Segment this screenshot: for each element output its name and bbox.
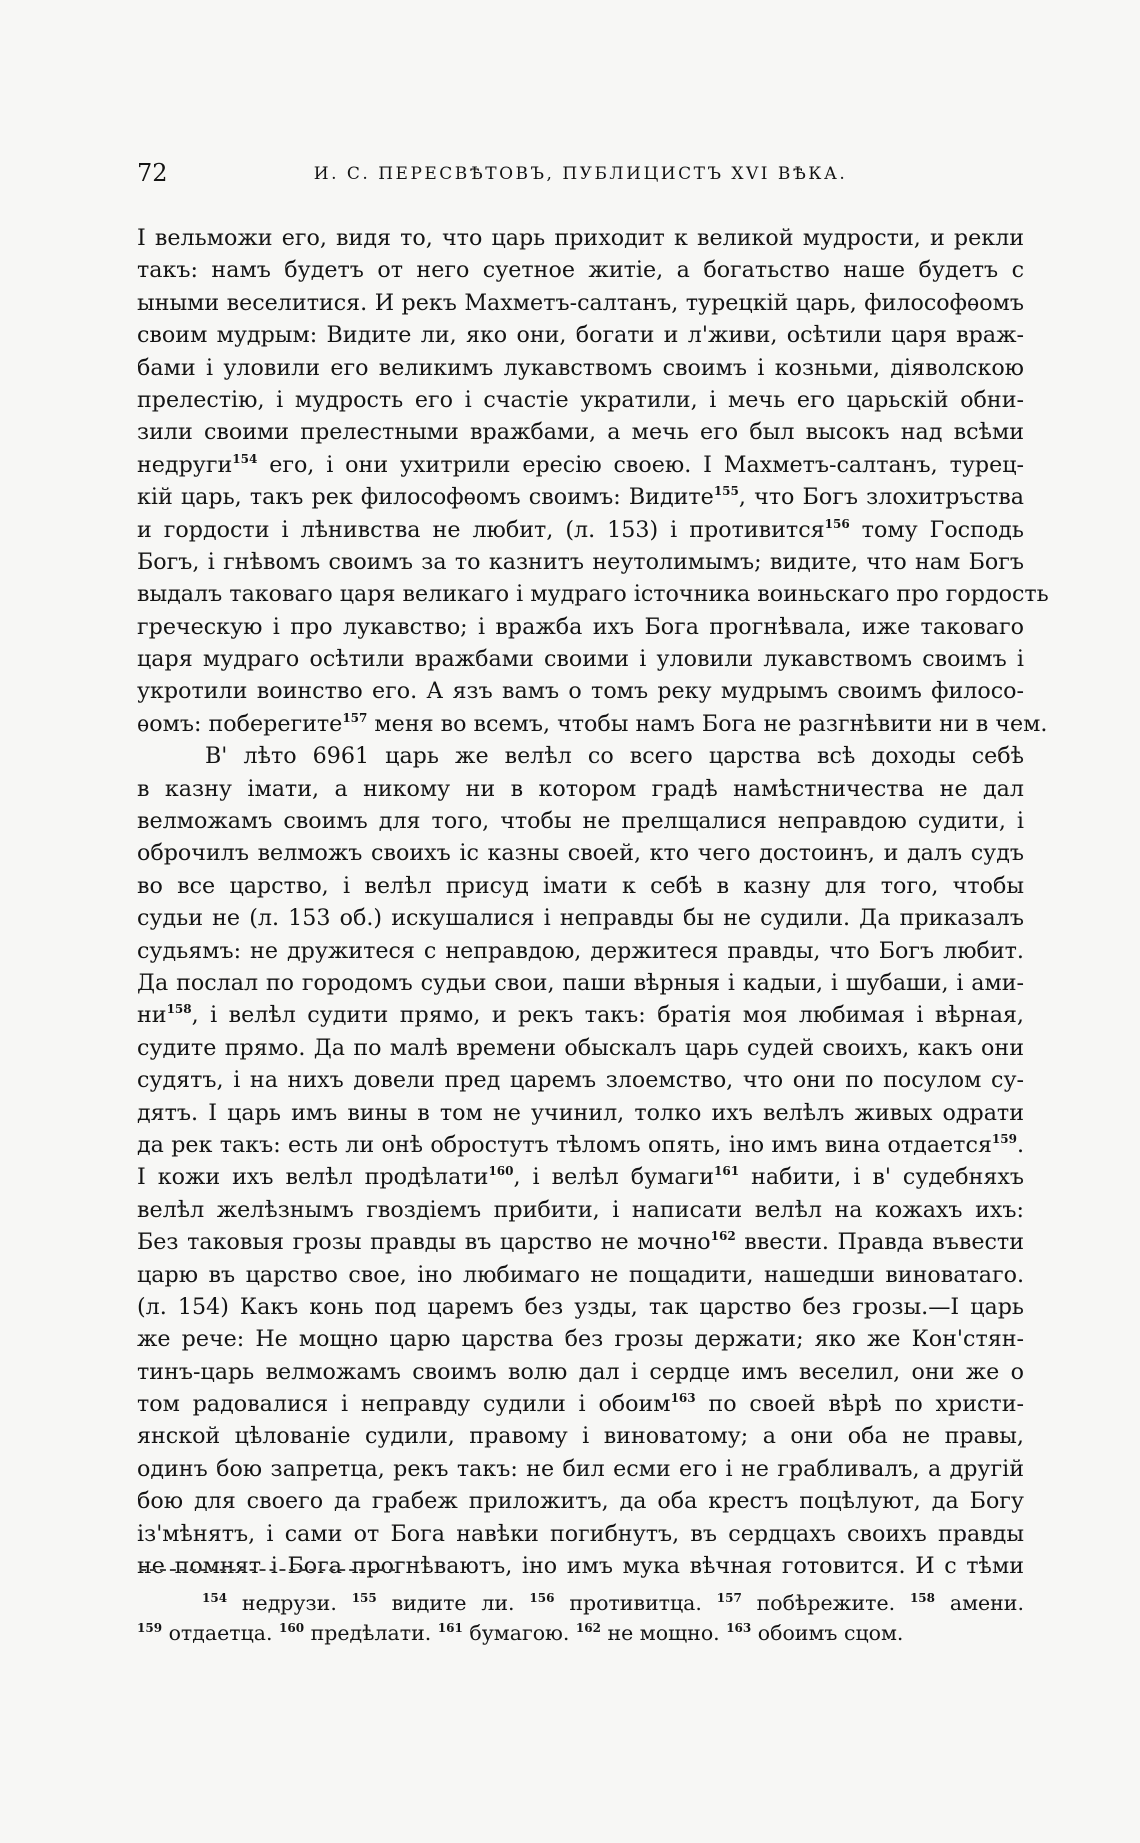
text-line [137, 1291, 1024, 1323]
text-line [137, 999, 1024, 1031]
text-segment: , і велѣл бумаги [513, 1164, 715, 1191]
text-segment: кій царь, такъ рек философѳомъ своимъ: Видите [137, 484, 714, 511]
text-segment: , что Богъ злохитръства [738, 484, 1024, 511]
text-segment: Без таковыя грозы правды въ царство не мочно [137, 1229, 711, 1256]
text-line [137, 1485, 1024, 1517]
footnote-marker: 156 [824, 516, 850, 531]
text-segment: дятъ. І царь имъ вины в том не учинил, толко ихъ велѣлъ живых одрати [137, 1099, 1024, 1126]
text-segment: во все царство, і велѣл присуд імати к себѣ в казну для того, чтобы [137, 872, 1024, 899]
text-segment: судьи не (л. 153 об.) искушалися і неправды бы не судили. Да приказалъ [137, 905, 1024, 932]
text-segment: такъ: намъ будетъ от него суетное житіе, а богатьство наше будетъ с [137, 257, 1024, 284]
footnote-line [137, 1618, 1024, 1648]
text-segment: оброчилъ велможъ своихъ іс казны своей, кто чего достоинъ, и далъ судъ [137, 840, 1024, 867]
footnote-marker: 159 [991, 1131, 1017, 1146]
text-segment: царя мудраго осѣтили вражбами своими і уловили лукавствомъ своимъ і [137, 646, 1024, 673]
text-line [137, 740, 1024, 772]
text-segment: же рече: Не мощно царю царства без грозы держати; яко же Кон'стян- [137, 1326, 1024, 1353]
footnote-number: 156 [529, 1591, 555, 1605]
text-segment: Да послал по городомъ судьи свои, паши вѣрныя і кадыи, і шубаши, і ами- [137, 969, 1024, 996]
text-segment: велѣл желѣзнымъ гвоздіемъ прибити, і написати велѣл на кожахъ ихъ: [137, 1196, 1024, 1223]
text-segment: и гордости і лѣнивства не любит, (л. 153) і противится [137, 516, 825, 543]
text-line [137, 352, 1024, 384]
text-segment: бою для своего да грабеж приложитъ, да оба крестъ поцѣлуют, да Богу [137, 1488, 1024, 1515]
text-line [137, 1032, 1024, 1064]
text-segment: одинъ бою запретца, рекъ такъ: не бил есми его і не грабливалъ, а другій [137, 1455, 1024, 1482]
text-line [137, 416, 1024, 448]
footnotes [137, 1588, 1024, 1648]
footnote-text: видите ли. [376, 1591, 530, 1615]
footnote-entry [438, 1621, 576, 1645]
text-segment: меня во всемъ, чтобы намъ Бога не разгнѣвити ни в чем. [367, 710, 1048, 737]
text-line [137, 222, 1024, 254]
text-line [137, 643, 1024, 675]
text-line [137, 837, 1024, 869]
footnote-number: 158 [909, 1591, 936, 1605]
text-segment: царю въ царство свое, іно любимаго не пощадити, нашедши виноватаго. [137, 1261, 1024, 1288]
footnote-entry [910, 1591, 1024, 1615]
text-segment: тому Господь [849, 516, 1024, 543]
footnote-entry [352, 1591, 530, 1615]
text-line [137, 1226, 1024, 1258]
footnote-number: 155 [351, 1591, 377, 1605]
text-line [137, 773, 1024, 805]
footnote-entry [529, 1591, 716, 1615]
text-line [137, 1129, 1024, 1161]
running-title: И. С. ПЕРЕСВѢТОВЪ, ПУБЛИЦИСТЪ XVI ВѢКА. [313, 164, 848, 184]
text-segment: греческую і про лукавство; і вражба ихъ Бога прогнѣвала, иже таковаго [137, 613, 1024, 640]
text-line [137, 1356, 1024, 1388]
text-line [137, 902, 1024, 934]
text-line [137, 1259, 1024, 1291]
text-segment: том радовалися і неправду судили і обоим [137, 1391, 671, 1418]
text-line [137, 1388, 1024, 1420]
text-line [137, 708, 1048, 740]
footnote-text: бумагою. [462, 1621, 576, 1645]
text-segment: укротили воинство его. А язъ вамъ о томъ реку мудрымъ своимъ филосо- [137, 678, 1024, 705]
footnote-text: не мощно. [600, 1621, 727, 1645]
footnote-line [137, 1588, 1024, 1618]
text-segment: недруги [137, 451, 233, 478]
text-segment: велможамъ своимъ для того, чтобы не прелщалися неправдою судити, і [137, 808, 1024, 835]
text-segment: ыными веселитися. И рекъ Махметъ-салтанъ, турецкій царь, философѳомъ [137, 289, 1024, 316]
text-segment: по своей вѣрѣ по христи- [695, 1391, 1024, 1418]
text-segment: прелестію, і мудрость его і счастіе укратили, і мечь его царьскій обни- [137, 386, 1024, 413]
text-segment: зили своими прелестными вражбами, а мечь его был высокъ над всѣми [137, 419, 1024, 446]
footnote-number: 157 [716, 1591, 742, 1605]
text-segment: не помнят і Бога прогнѣваютъ, іно имъ мука вѣчная готовится. И с тѣми [137, 1553, 1024, 1580]
footnote-text: отдаетца. [162, 1621, 280, 1645]
text-segment: тинъ-царь велможамъ своимъ волю дал і сердце имъ веселил, они же о [137, 1358, 1024, 1385]
text-line [137, 1097, 1024, 1129]
footnote-entry [576, 1621, 726, 1645]
text-segment: . [1016, 1131, 1024, 1158]
text-segment: , і велѣл судити прямо, и рекъ такъ: братія моя любимая і вѣрная, [191, 1002, 1024, 1029]
footnote-marker: 161 [714, 1164, 740, 1179]
text-segment: выдалъ таковаго царя великаго і мудраго істочника воиньскаго про гордость [137, 581, 1049, 608]
text-segment: янской цѣлованіе судили, правому і виноватому; а они оба не правы, [137, 1423, 1024, 1450]
text-line [137, 805, 1024, 837]
text-line [137, 675, 1024, 707]
text-line [137, 1550, 1024, 1582]
footnote-marker: 163 [670, 1391, 696, 1406]
footnote-number: 159 [137, 1621, 163, 1635]
text-segment: із'мѣнятъ, і сами от Бога навѣки погибнутъ, въ сердцахъ своихъ правды [137, 1520, 1024, 1547]
text-line [137, 384, 1024, 416]
text-segment: судите прямо. Да по малѣ времени обыскалъ царь судей своихъ, какъ они [137, 1034, 1024, 1061]
footnote-entry [202, 1591, 352, 1615]
text-line [137, 1420, 1024, 1452]
footnote-text: обоимъ сцом. [751, 1621, 904, 1645]
text-segment: судятъ, і на нихъ довели пред царемъ злоемство, что они по посулом су- [137, 1067, 1024, 1094]
main-text [137, 222, 1049, 1582]
text-line [137, 254, 1024, 286]
text-line [137, 611, 1024, 643]
footnote-number: 154 [202, 1591, 228, 1605]
text-line [137, 1453, 1024, 1485]
text-segment: І вельможи его, видя то, что царь приходит к великой мудрости, и рекли [137, 225, 1024, 251]
footnote-marker: 158 [166, 1002, 192, 1017]
footnote-number: 163 [726, 1621, 752, 1635]
footnote-text: противитца. [554, 1591, 717, 1615]
footnote-marker: 157 [342, 710, 368, 725]
text-line [137, 1518, 1024, 1550]
footnote-entry [137, 1621, 279, 1645]
footnote-number: 161 [437, 1621, 463, 1635]
text-segment: своим мудрым: Видите ли, яко они, богати и л'живи, осѣтили царя враж- [137, 322, 1024, 349]
text-segment: его, і они ухитрили ересію своею. І Махметъ-салтанъ, турец- [257, 451, 1024, 478]
text-segment: І кожи ихъ велѣл продѣлати [137, 1164, 489, 1191]
footnote-entry [726, 1621, 903, 1645]
text-line [137, 319, 1024, 351]
footnote-entry [279, 1621, 438, 1645]
footnote-text: амени. [935, 1591, 1024, 1615]
text-line [137, 578, 1049, 610]
text-line [137, 449, 1024, 481]
footnote-marker: 162 [710, 1229, 736, 1244]
footnote-separator [140, 1569, 395, 1571]
text-line [137, 1323, 1024, 1355]
footnote-number: 162 [575, 1621, 601, 1635]
footnote-text: побѣрежите. [741, 1591, 910, 1615]
text-line [137, 1064, 1024, 1096]
text-line [137, 1194, 1024, 1226]
text-segment: (л. 154) Какъ конь под царемъ без узды, так царство без грозы.—І царь [137, 1293, 1024, 1320]
text-segment: в казну імати, а никому ни в котором градѣ намѣстничества не дал [137, 775, 1024, 802]
text-segment: да рек такъ: есть ли онѣ обростутъ тѣломъ опять, іно имъ вина отдается [137, 1131, 992, 1158]
text-line [137, 514, 1024, 546]
text-line [137, 481, 1024, 513]
text-line [137, 870, 1024, 902]
text-line [137, 1161, 1024, 1193]
text-segment: набити, і в' судебняхъ [739, 1164, 1024, 1191]
text-segment: В' лѣто 6961 царь же велѣл со всего царства всѣ доходы себѣ [205, 743, 1024, 770]
footnote-marker: 160 [488, 1164, 514, 1179]
text-line [137, 287, 1024, 319]
footnote-marker: 155 [713, 484, 739, 499]
text-segment: ѳомъ: поберегите [137, 710, 343, 737]
footnote-text: предѣлати. [304, 1621, 438, 1645]
text-segment: бами і уловили его великимъ лукавствомъ своимъ і козньми, діяволскою [137, 354, 1024, 381]
page-header [137, 158, 1024, 188]
text-line [137, 935, 1024, 967]
footnote-marker: 154 [232, 451, 258, 466]
text-line [137, 546, 1024, 578]
text-segment: ни [137, 1002, 167, 1029]
text-line [137, 967, 1024, 999]
page-number: 72 [137, 159, 168, 187]
text-segment: Богъ, і гнѣвомъ своимъ за то казнитъ неутолимымъ; видите, что нам Богъ [137, 548, 1024, 575]
footnote-text: недрузи. [227, 1591, 352, 1615]
text-segment: судьямъ: не дружитеся с неправдою, держитеся правды, что Богъ любит. [137, 937, 1024, 964]
footnote-number: 160 [279, 1621, 305, 1635]
footnote-entry [717, 1591, 910, 1615]
text-segment: ввести. Правда въвести [735, 1229, 1024, 1256]
